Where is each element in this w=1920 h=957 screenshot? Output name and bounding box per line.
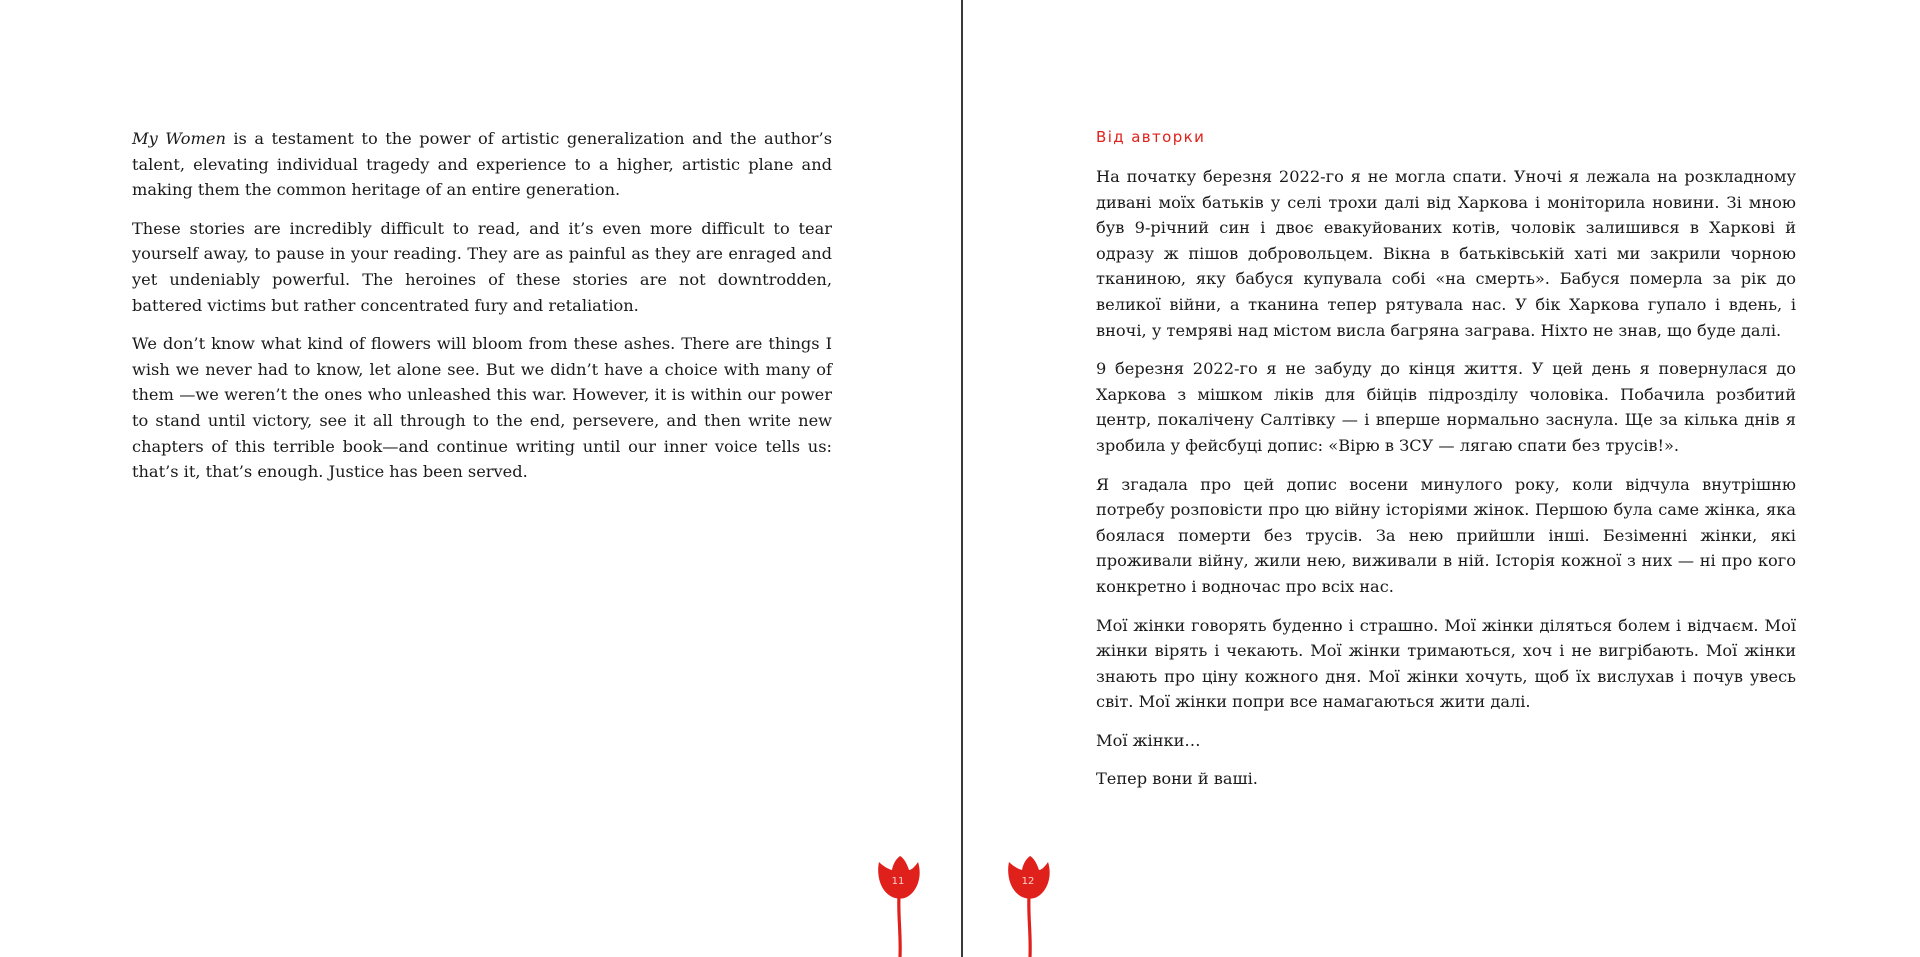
left-tulip-icon [873,856,923,957]
right-paragraph-3: Я згадала про цей допис восени минулого року, коли відчула внутрішню потребу розповісти про цю війну історіями жінок. Першою була саме жінка, яка боялася померти без трусів. За нею прийшли інші. Безіменні жінки, які проживали війну, жили нею, виживали в ній. Історія кожної з них — ні про кого конкретно і водночас про всіх нас. [1096,474,1796,596]
right-page-number: 12 [1021,876,1035,887]
left-paragraph-1-text: is a testament to the power of artistic generalization and the author’s talent, elevating individual tragedy and experience to a higher, artistic plane and making them the common heritage of an entire generation. [132,129,832,200]
right-paragraph-4: Мої жінки говорять буденно і страшно. Мої жінки діляться болем і відчаєм. Мої жінки вірять і чекають. Мої жінки тримаються, хоч і не вигрібають. Мої жінки знають про ціну кожного дня. Мої жінки хочуть, щоб їх вислухав і почув увесь світ. Мої жінки попри все намагаються жити далі. [1096,615,1796,712]
right-paragraph-2: 9 березня 2022-го я не забуду до кінця життя. У цей день я повернулася до Харкова з мішком ліків для бійців підрозділу чоловіка. Побачила розбитий центр, покалічену Салтівку — і вперше нормально заснула. Ще за кілька днів я зробила у фейсбуці допис: «Вірю в ЗСУ — лягаю спати без трусів!». [1096,359,1796,455]
left-paragraph-1 [132,126,832,203]
left-paragraph-3: We don’t know what kind of flowers will bloom from these ashes. There are things I wish we never had to know, let alone see. But we didn’t have a choice with many of them —we weren’t the ones who unleashed this war. However, it is within our power to stand until victory, see it all through to the end, persevere, and then write new chapters of this terrible book—and continue writing until our inner voice tells us: that’s it, that’s enough. Justice has been served. [132,334,832,482]
left-page-body [132,126,832,498]
right-paragraph-5: Мої жінки… [1096,730,1201,750]
right-tulip-icon [1003,856,1053,957]
right-page [963,0,1920,957]
left-tulip-shape [873,856,923,957]
left-page-number: 11 [891,876,905,887]
section-heading: Від авторки [1096,128,1206,146]
right-paragraph-6: Тепер вони й ваші. [1096,769,1258,789]
right-paragraph-1: На початку березня 2022-го я не могла спати. Уночі я лежала на розкладному дивані моїх батьків у селі трохи далі від Харкова і моніторила новини. Зі мною був 9-річний син і двоє евакуйованих котів, чоловік залишився в Харкові й одразу ж пішов добровольцем. Вікна в батьківській хаті ми закрили чорною тканиною, яку бабуся купувала собі «на смерть». Бабуся померла за рік до великої війни, а тканина тепер рятувала нас. У бік Харкова гупало і вдень, і вночі, у темряві над містом висла багряна заграва. Ніхто не знав, що буде далі. [1096,167,1796,340]
left-paragraph-2: These stories are incredibly difficult to read, and it’s even more difficult to tear yourself away, to pause in your reading. They are as painful as they are enraged and yet undeniably powerful. The heroines of these stories are not downtrodden, battered victims but rather concentrated fury and retaliation. [132,218,832,315]
right-page-body [1096,164,1796,805]
right-tulip-shape [1003,856,1053,957]
book-title-italic: My Women [132,129,226,148]
